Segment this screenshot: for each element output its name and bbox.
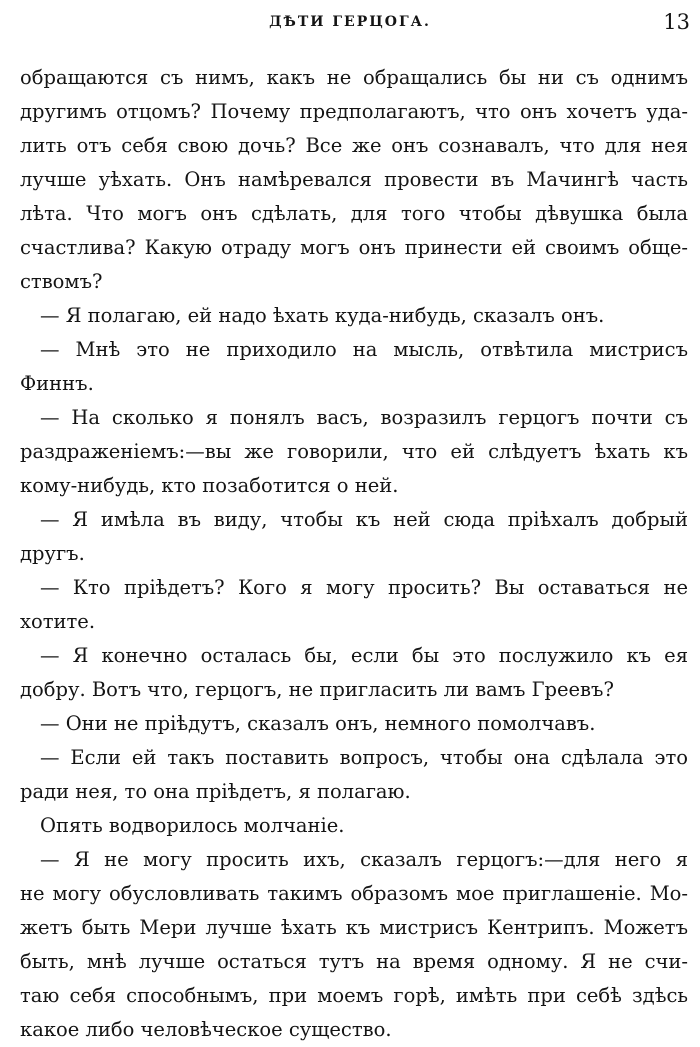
text-line: таю себя способнымъ, при моемъ горѣ, имѣть при себѣ здѣсь [20,984,688,1007]
text-line: лучше уѣхать. Онъ намѣревался провести въ Мачингѣ часть [20,168,688,191]
page-number: 13 [663,10,690,34]
text-line: какое либо человѣческое существо. [20,1018,392,1041]
text-line: ствомъ? [20,270,103,293]
text-line: другъ. [20,542,85,565]
text-line: — Я имѣла въ виду, чтобы къ ней сюда пріѣхалъ добрый [40,508,688,531]
text-line: другимъ отцомъ? Почему предполагаютъ, что онъ хочетъ уда- [20,100,688,123]
text-line: Финнъ. [20,372,94,395]
text-line: — Я конечно осталась бы, если бы это послужило къ ея [40,644,688,667]
text-line: кому-нибудь, кто позаботится о ней. [20,474,399,497]
text-line: быть, мнѣ лучше остаться тутъ на время одному. Я не счи- [20,950,688,973]
text-line: — Мнѣ это не приходило на мысль, отвѣтила мистрисъ [40,338,688,361]
text-line: ради нея, то она пріѣдетъ, я полагаю. [20,780,411,803]
text-line: — Если ей такъ поставить вопросъ, чтобы она сдѣлала это [40,746,688,769]
text-line: лить отъ себя свою дочь? Все же онъ сознавалъ, что для нея [20,134,688,157]
text-line: хотите. [20,610,96,633]
text-line: не могу обусловливать такимъ образомъ мое приглашеніе. Мо- [20,882,688,905]
text-line: Опять водворилось молчаніе. [40,814,345,837]
text-line: — На сколько я понялъ васъ, возразилъ герцогъ почти съ [40,406,688,429]
running-head [0,10,700,44]
text-line: лѣта. Что могъ онъ сдѣлать, для того чтобы дѣвушка была [20,202,688,225]
text-line: обращаются съ нимъ, какъ не обращались бы ни съ однимъ [20,66,688,89]
text-line: — Кто пріѣдетъ? Кого я могу просить? Вы оставаться не [40,576,688,599]
body-text [20,61,688,1047]
text-line: жетъ быть Мери лучше ѣхать къ мистрисъ Кентрипъ. Можетъ [20,916,688,939]
text-line: — Я не могу просить ихъ, сказалъ герцогъ:—для него я [40,848,688,871]
text-line: — Я полагаю, ей надо ѣхать куда-нибудь, сказалъ онъ. [40,304,605,327]
text-line: счастлива? Какую отраду могъ онъ принести ей своимъ обще- [20,236,688,259]
text-line: — Они не пріѣдутъ, сказалъ онъ, немного помолчавъ. [40,712,596,735]
text-line: раздраженіемъ:—вы же говорили, что ей слѣдуетъ ѣхать къ [20,440,688,463]
text-line: добру. Вотъ что, герцогъ, не пригласить ли вамъ Греевъ? [20,678,614,701]
running-title: ДѢТИ ГЕРЦОГА. [269,14,431,30]
